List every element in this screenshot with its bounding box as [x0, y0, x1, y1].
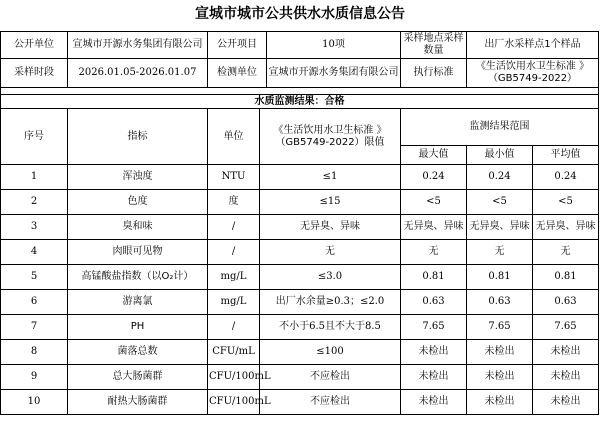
row-limit: 无	[260, 240, 401, 265]
header-max: 最大值	[401, 146, 467, 165]
sample-count-value: 出厂水采样点1个样品	[467, 32, 599, 59]
table-row	[1, 215, 599, 240]
row-min: 未检出	[467, 340, 533, 365]
row-index: 9	[1, 365, 68, 390]
row-max: 未检出	[401, 365, 467, 390]
row-min: 0.81	[467, 265, 533, 290]
row-index: 10	[1, 390, 68, 415]
period-value: 2026.01.05-2026.01.07	[68, 59, 208, 88]
row-unit: CFU/mL	[208, 340, 260, 365]
row-max: 0.81	[401, 265, 467, 290]
notice-title: 宣城市城市公共供水水质信息公告	[195, 6, 405, 22]
row-avg: 0.63	[533, 290, 599, 315]
row-avg: 无异臭、异味	[533, 215, 599, 240]
row-unit: mg/L	[208, 290, 260, 315]
row-avg: 未检出	[533, 390, 599, 415]
row-limit: 不应检出	[260, 390, 401, 415]
row-max: 未检出	[401, 390, 467, 415]
table-row	[1, 290, 599, 315]
table-row	[1, 165, 599, 190]
row-max: 0.24	[401, 165, 467, 190]
row-index: 1	[1, 165, 68, 190]
row-limit: 不应检出	[260, 365, 401, 390]
header-min: 最小值	[467, 146, 533, 165]
test-unit-value: 宣城市开源水务集团有限公司	[267, 59, 401, 88]
table-row	[1, 340, 599, 365]
result-heading-row	[1, 95, 599, 109]
water-quality-table	[0, 31, 599, 415]
table-row	[1, 390, 599, 415]
row-min: 0.24	[467, 165, 533, 190]
row-avg: 未检出	[533, 340, 599, 365]
row-limit: ≤3.0	[260, 265, 401, 290]
header-row-1	[1, 109, 599, 146]
row-avg: 未检出	[533, 365, 599, 390]
row-min: <5	[467, 190, 533, 215]
row-indicator: 高锰酸盐指数（以O₂计）	[68, 265, 208, 290]
unit-label: 公开单位	[1, 32, 68, 59]
row-avg: <5	[533, 190, 599, 215]
row-indicator: 肉眼可见物	[68, 240, 208, 265]
sample-count-label: 采样地点采样数量	[401, 32, 467, 59]
row-avg: 0.81	[533, 265, 599, 290]
data-rows	[1, 165, 599, 415]
row-min: 无	[467, 240, 533, 265]
row-index: 6	[1, 290, 68, 315]
table-row	[1, 365, 599, 390]
header-limit: 《生活饮用水卫生标准 》（GB5749-2022）限值	[260, 109, 401, 165]
header-range: 监测结果范围	[401, 109, 599, 146]
row-indicator: 浑浊度	[68, 165, 208, 190]
row-min: 0.63	[467, 290, 533, 315]
row-unit: 度	[208, 190, 260, 215]
row-indicator: 游离氯	[68, 290, 208, 315]
row-max: 0.63	[401, 290, 467, 315]
row-index: 8	[1, 340, 68, 365]
row-avg: 0.24	[533, 165, 599, 190]
row-indicator: PH	[68, 315, 208, 340]
row-max: 未检出	[401, 340, 467, 365]
row-min: 未检出	[467, 390, 533, 415]
row-avg: 7.65	[533, 315, 599, 340]
row-max: 无异臭、异味	[401, 215, 467, 240]
project-label: 公开项目	[208, 32, 267, 59]
blank-row	[1, 88, 599, 95]
row-limit: ≤15	[260, 190, 401, 215]
row-indicator: 臭和味	[68, 215, 208, 240]
unit-value: 宣城市开源水务集团有限公司	[68, 32, 208, 59]
table-row	[1, 265, 599, 290]
info-row-1	[1, 32, 599, 59]
row-limit: ≤1	[260, 165, 401, 190]
row-limit: ≤100	[260, 340, 401, 365]
row-unit: CFU/100mL	[208, 390, 260, 415]
header-unit: 单位	[208, 109, 260, 165]
row-index: 2	[1, 190, 68, 215]
row-unit: CFU/100mL	[208, 365, 260, 390]
row-max: <5	[401, 190, 467, 215]
row-max: 7.65	[401, 315, 467, 340]
row-unit: /	[208, 215, 260, 240]
header-indicator: 指标	[68, 109, 208, 165]
row-limit: 不小于6.5且不大于8.5	[260, 315, 401, 340]
row-limit: 无异臭、异味	[260, 215, 401, 240]
table-row	[1, 240, 599, 265]
row-unit: /	[208, 240, 260, 265]
row-indicator: 色度	[68, 190, 208, 215]
info-row-2	[1, 59, 599, 88]
result-heading: 水质监测结果：合格	[1, 95, 599, 109]
row-unit: NTU	[208, 165, 260, 190]
project-value: 10项	[267, 32, 401, 59]
table-row	[1, 315, 599, 340]
row-unit: /	[208, 315, 260, 340]
row-index: 3	[1, 215, 68, 240]
row-avg: 无	[533, 240, 599, 265]
row-min: 未检出	[467, 365, 533, 390]
row-max: 无	[401, 240, 467, 265]
row-indicator: 总大肠菌群	[68, 365, 208, 390]
row-index: 4	[1, 240, 68, 265]
standard-label: 执行标准	[401, 59, 467, 88]
row-indicator: 耐热大肠菌群	[68, 390, 208, 415]
blank-cell	[1, 88, 599, 95]
header-index: 序号	[1, 109, 68, 165]
row-indicator: 菌落总数	[68, 340, 208, 365]
row-limit: 出厂水余量≥0.3；≤2.0	[260, 290, 401, 315]
row-min: 无异臭、异味	[467, 215, 533, 240]
row-index: 7	[1, 315, 68, 340]
row-unit: mg/L	[208, 265, 260, 290]
table-row	[1, 190, 599, 215]
header-avg: 平均值	[533, 146, 599, 165]
row-min: 7.65	[467, 315, 533, 340]
period-label: 采样时段	[1, 59, 68, 88]
row-index: 5	[1, 265, 68, 290]
test-unit-label: 检测单位	[208, 59, 267, 88]
standard-value: 《生活饮用水卫生标准 》（GB5749-2022）	[467, 59, 599, 88]
